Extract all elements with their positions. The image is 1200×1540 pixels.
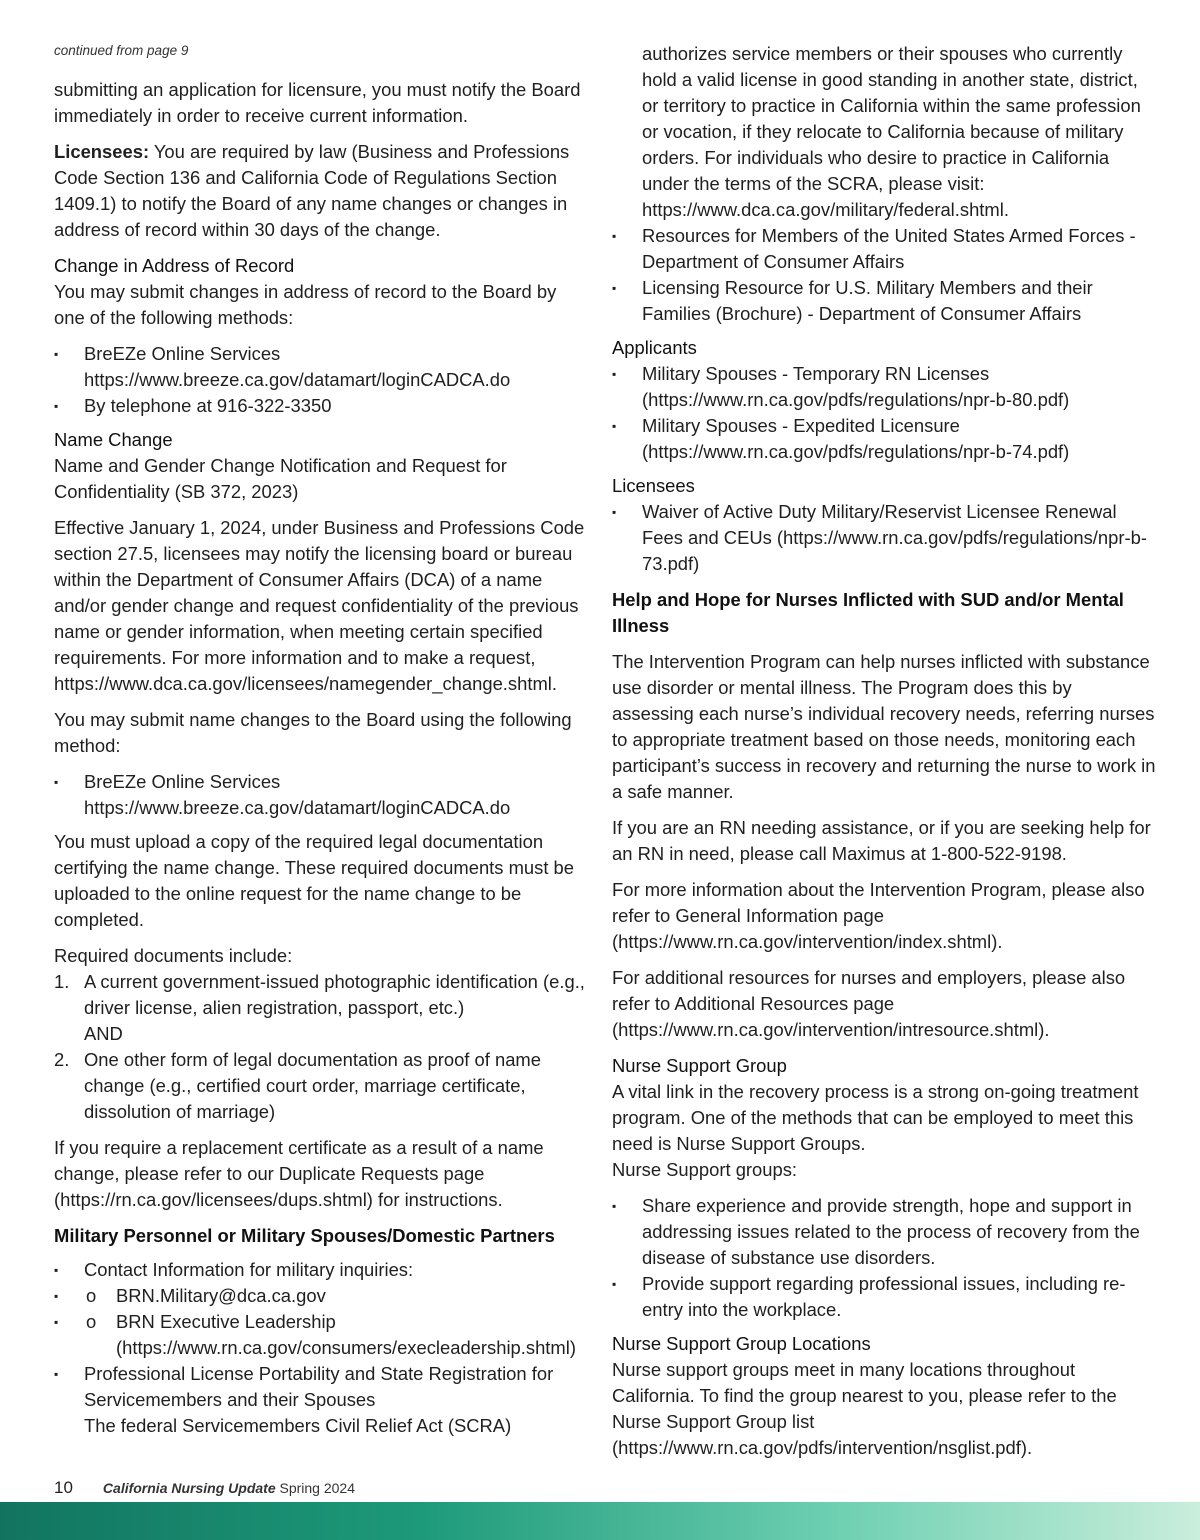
support-paragraph: A vital link in the recovery process is a strong on-going treatment program. One of the methods that can be employed to meet this need is Nurse Support Groups. [612, 1081, 1139, 1154]
applicants-heading: Applicants [612, 337, 697, 358]
page-number: 10 [54, 1478, 73, 1497]
scra-continued: authorizes service members or their spouses who currently hold a valid license in good standing in another state, district, or territory to practice in California within the same profession or vocation, if they relocate to California because of military orders. For individuals who desire to practice in California under the terms of the SCRA, please visit: https://www.dca.ca.gov/military/federal.shtml. [642, 43, 1141, 220]
rn-help-paragraph: If you are an RN needing assistance, or if you are seeking help for an RN in need, please call Maximus at 1-800-522-9198. [612, 817, 1151, 864]
list-item: ▪ BreEZe Online Services https://www.breeze.ca.gov/datamart/loginCADCA.do [54, 769, 590, 821]
required-documents-list [54, 969, 590, 1125]
licensees-paragraph [54, 139, 590, 243]
licensees-text: You are required by law (Business and Professions Code Section 136 and California Code of Regulations Section 1409.1) to notify the Board of any name changes or changes in address of record within 30 days of the change. [54, 141, 570, 240]
support-list [612, 1193, 1157, 1323]
additional-paragraph: For additional resources for nurses and employers, please also refer to Additional Resources page (https://www.rn.ca.gov/intervention/intresource.shtml). [612, 967, 1126, 1040]
list-item: ▪ Waiver of Active Duty Military/Reservist Licensee Renewal Fees and CEUs (https://www.rn.ca.gov/pdfs/regulations/npr-b-73.pdf) [612, 499, 1157, 577]
support-paragraph-2: Nurse Support groups: [612, 1159, 798, 1180]
military-heading: Military Personnel or Military Spouses/Domestic Partners [54, 1225, 555, 1246]
resources-list [612, 223, 1157, 327]
address-heading: Change in Address of Record [54, 255, 295, 276]
issue-label: Spring 2024 [275, 1480, 356, 1496]
list-item: ▪ o BRN Executive Leadership (https://www.rn.ca.gov/consumers/execleadership.shtml) [54, 1309, 590, 1361]
intervention-paragraph: The Intervention Program can help nurses inflicted with substance use disorder or mental illness. The Program does this by assessing each nurse’s individual recovery needs, referring nurses to appropriate treatment based on those needs, monitoring each participant’s success in recovery and returning the nurse to work in a safe manner. [612, 651, 1156, 802]
left-column [54, 77, 590, 1439]
list-item: ▪ Professional License Portability and State Registration for Servicemembers and their Spouses The federal Servicemembers Civil Relief Act (SCRA) [54, 1361, 590, 1439]
replacement-paragraph: If you require a replacement certificate as a result of a name change, please refer to our Duplicate Requests page (https://rn.ca.gov/licensees/dups.shtml) for instructions. [54, 1137, 544, 1210]
submit-methods-list [54, 769, 590, 821]
list-item: ▪ Share experience and provide strength, hope and support in addressing issues related to the process of recovery from the disease of substance use disorders. [612, 1193, 1157, 1271]
name-change-subtitle: Name and Gender Change Notification and Request for Confidentiality (SB 372, 2023) [54, 455, 507, 502]
military-list [54, 1257, 590, 1439]
name-change-heading: Name Change [54, 429, 173, 450]
more-info-paragraph: For more information about the Intervention Program, please also refer to General Information page (https://www.rn.ca.gov/intervention/index.shtml). [612, 879, 1145, 952]
locations-heading: Nurse Support Group Locations [612, 1333, 871, 1354]
list-item: ▪ By telephone at 916-322-3350 [54, 393, 590, 419]
list-item: ▪ Contact Information for military inquiries: ▪ o BRN.Military@dca.ca.gov ▪ o BRN Executive Leadership (https://www.rn.ca.gov/consumers/execleadership.shtml) [54, 1257, 590, 1361]
licensees-label: Licensees: [54, 141, 150, 162]
effective-paragraph: Effective January 1, 2024, under Business and Professions Code section 27.5, licensees may notify the licensing board or bureau within the Department of Consumer Affairs (DCA) of a name and/or gender change and request confidentiality of the previous name or gender information, when meeting certain specified requirements. For more information and to make a request, https://www.dca.ca.gov/licensees/namegender_change.shtml. [54, 517, 585, 694]
required-paragraph: Required documents include: [54, 945, 293, 966]
list-item: 2. One other form of legal documentation as proof of name change (e.g., certified court order, marriage certificate, dissolution of marriage) [54, 1049, 541, 1122]
submit-paragraph: You may submit name changes to the Board using the following method: [54, 709, 572, 756]
contact-sublist [54, 1283, 590, 1361]
upload-paragraph: You must upload a copy of the required legal documentation certifying the name change. These required documents must be uploaded to the online request for the name change to be completed. [54, 831, 575, 930]
list-item: ▪ Military Spouses - Expedited Licensure (https://www.rn.ca.gov/pdfs/regulations/npr-b-74.pdf) [612, 413, 1157, 465]
intro-paragraph: submitting an application for licensure, you must notify the Board immediately in order to receive current information. [54, 79, 581, 126]
list-item: ▪ o BRN.Military@dca.ca.gov [54, 1283, 590, 1309]
list-item: ▪ Provide support regarding professional issues, including re-entry into the workplace. [612, 1271, 1157, 1323]
footer-gradient-band [0, 1502, 1200, 1540]
applicants-list [612, 361, 1157, 465]
address-methods-list [54, 341, 590, 419]
continued-note: continued from page 9 [54, 43, 189, 58]
list-item: ▪ Military Spouses - Temporary RN Licenses (https://www.rn.ca.gov/pdfs/regulations/npr-b-80.pdf) [612, 361, 1157, 413]
right-column [612, 41, 1157, 1461]
publication-title: California Nursing Update [102, 1480, 276, 1496]
locations-paragraph: Nurse support groups meet in many locations throughout California. To find the group nearest to you, please refer to the Nurse Support Group list (https://www.rn.ca.gov/pdfs/intervention/nsglist.pdf). [612, 1359, 1117, 1458]
support-heading: Nurse Support Group [612, 1055, 787, 1076]
help-heading: Help and Hope for Nurses Inflicted with SUD and/or Mental Illness [612, 589, 1124, 636]
page-footer [54, 1478, 355, 1498]
list-item: 1. A current government-issued photographic identification (e.g., driver license, alien registration, passport, etc.) AND [54, 971, 585, 1044]
list-item: ▪ Resources for Members of the United States Armed Forces - Department of Consumer Affairs [612, 223, 1157, 275]
list-item: ▪ Licensing Resource for U.S. Military Members and their Families (Brochure) - Department of Consumer Affairs [612, 275, 1157, 327]
licensees-list [612, 499, 1157, 577]
list-item: ▪ BreEZe Online Services https://www.breeze.ca.gov/datamart/loginCADCA.do [54, 341, 590, 393]
address-text: You may submit changes in address of record to the Board by one of the following methods: [54, 281, 557, 328]
licensees-heading: Licensees [612, 475, 695, 496]
